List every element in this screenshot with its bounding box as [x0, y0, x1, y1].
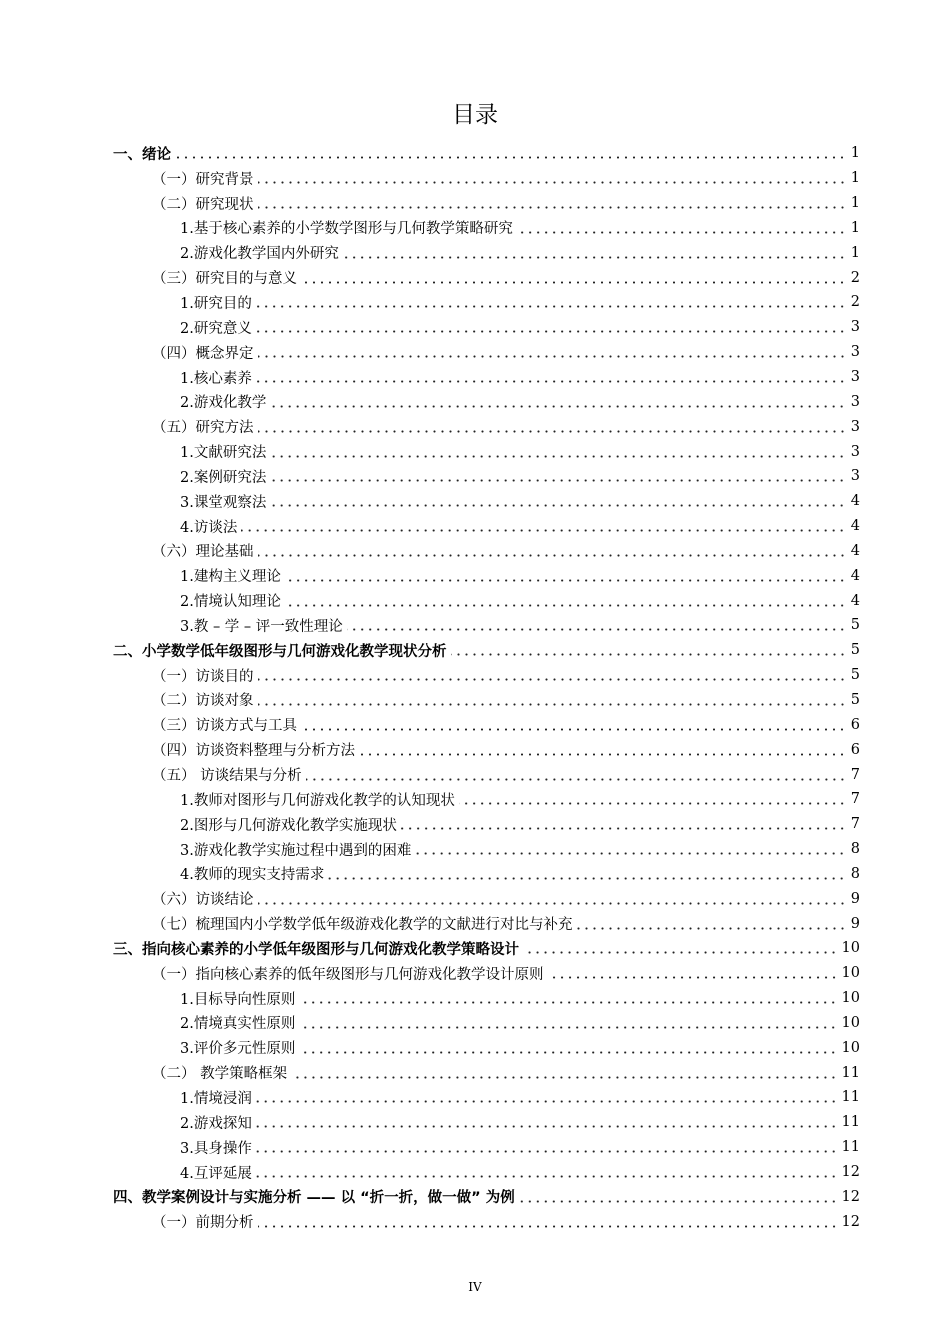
toc-entry-page: 10	[841, 1039, 860, 1056]
toc-entry-text: （五）研究方法	[152, 420, 254, 437]
toc-entry-text: 1.目标导向性原则	[180, 991, 296, 1008]
toc-entry[interactable]	[0, 489, 950, 514]
dot-leader	[256, 1175, 838, 1178]
dot-leader	[258, 1225, 838, 1228]
dot-leader	[299, 1026, 837, 1029]
dot-leader	[256, 1100, 838, 1103]
dot-leader	[299, 1001, 837, 1004]
toc-entry-page: 5	[850, 617, 860, 634]
toc-entry-page: 3	[850, 418, 860, 435]
toc-entry-text: （七）梳理国内小学数学低年级游戏化教学的文献进行对比与补充	[152, 917, 573, 934]
dot-leader	[256, 330, 846, 333]
toc-entry-page: 3	[850, 369, 860, 386]
toc-entry[interactable]	[0, 986, 950, 1011]
dot-leader	[258, 902, 847, 905]
toc-entry-page: 11	[841, 1139, 860, 1156]
toc-entry-page: 12	[841, 1188, 860, 1205]
toc-entry-page: 4	[850, 542, 860, 559]
toc-entry-page: 1	[850, 244, 860, 261]
toc-entry-text: 一、绪论	[113, 146, 171, 163]
toc-entry-text: 四、教学案例设计与实施分析 —— 以 “折一折，做一做” 为例	[113, 1190, 515, 1207]
dot-leader	[519, 1200, 838, 1203]
dot-leader	[256, 305, 846, 308]
toc-entry-page: 5	[850, 667, 860, 684]
toc-entry[interactable]	[0, 439, 950, 464]
toc-entry-page: 6	[850, 741, 860, 758]
toc-entry[interactable]	[0, 389, 950, 414]
dot-leader	[241, 529, 846, 532]
toc-entry-text: （三）研究目的与意义	[152, 271, 297, 288]
dot-leader	[285, 579, 846, 582]
toc-entry-text: （三）访谈方式与工具	[152, 718, 297, 735]
dot-leader	[258, 181, 847, 184]
dot-leader	[301, 728, 846, 731]
toc-entry[interactable]	[0, 737, 950, 762]
dot-leader	[258, 430, 847, 433]
page-number: IV	[468, 1280, 482, 1294]
toc-entry-page: 4	[850, 493, 860, 510]
toc-entry[interactable]	[0, 936, 950, 961]
toc-entry[interactable]	[0, 837, 950, 862]
toc-entry[interactable]	[0, 240, 950, 265]
toc-entry-text: （六）理论基础	[152, 544, 254, 561]
toc-entry[interactable]	[0, 365, 950, 390]
toc-entry-page: 7	[850, 791, 860, 808]
toc-entry-text: 3.评价多元性原则	[180, 1041, 296, 1058]
dot-leader	[256, 1125, 838, 1128]
toc-entry-page: 7	[850, 766, 860, 783]
toc-entry-text: 三、指向核心素养的小学低年级图形与几何游戏化教学策略设计	[113, 941, 519, 958]
toc-entry-text: （一）指向核心素养的低年级图形与几何游戏化教学设计原则	[152, 966, 544, 983]
dot-leader	[258, 703, 847, 706]
toc-entry[interactable]	[0, 265, 950, 290]
dot-leader	[306, 778, 846, 781]
toc-entry[interactable]	[0, 563, 950, 588]
dot-leader	[301, 281, 846, 284]
toc-entry-text: （五） 访谈结果与分析	[152, 768, 302, 785]
toc-entry-text: （二）研究现状	[152, 196, 254, 213]
toc-entry-page: 10	[841, 940, 860, 957]
dot-leader	[401, 827, 846, 830]
toc-entry-text: 2.研究意义	[180, 320, 252, 337]
dot-leader	[347, 628, 846, 631]
toc-entry-text: （一）前期分析	[152, 1215, 254, 1232]
toc-entry-text: 1.基于核心素养的小学数学图形与几何教学策略研究	[180, 221, 513, 238]
dot-leader	[517, 231, 846, 234]
dot-leader	[523, 951, 838, 954]
toc-entry-page: 10	[841, 965, 860, 982]
toc-entry-page: 10	[841, 1014, 860, 1031]
toc-entry-text: 3.游戏化教学实施过程中遇到的困难	[180, 842, 412, 859]
toc-entry[interactable]	[0, 762, 950, 787]
toc-entry-text: 1.研究目的	[180, 295, 252, 312]
toc-entry-page: 3	[850, 393, 860, 410]
toc-title: 目录	[452, 102, 498, 128]
toc-entry[interactable]	[0, 1060, 950, 1085]
dot-leader	[577, 927, 847, 930]
toc-entry[interactable]	[0, 1110, 950, 1135]
dot-leader	[451, 653, 847, 656]
toc-entry-page: 5	[850, 691, 860, 708]
toc-entry[interactable]	[0, 141, 950, 166]
toc-entry[interactable]	[0, 315, 950, 340]
toc-entry[interactable]	[0, 1085, 950, 1110]
toc-entry-text: 2.游戏探知	[180, 1115, 252, 1132]
toc-entry-page: 1	[850, 195, 860, 212]
toc-entry-text: 2.情境认知理论	[180, 594, 281, 611]
toc-entry-page: 4	[850, 592, 860, 609]
toc-entry[interactable]	[0, 1209, 950, 1234]
toc-entry[interactable]	[0, 166, 950, 191]
dot-leader	[258, 355, 847, 358]
toc-entry[interactable]	[0, 539, 950, 564]
toc-entry[interactable]	[0, 514, 950, 539]
toc-entry[interactable]	[0, 464, 950, 489]
toc-entry-text: 二、小学数学低年级图形与几何游戏化教学现状分析	[113, 643, 447, 660]
toc-entry-text: 2.案例研究法	[180, 469, 267, 486]
toc-entry-text: （一）访谈目的	[152, 668, 254, 685]
toc-entry[interactable]	[0, 663, 950, 688]
toc-entry-page: 7	[850, 816, 860, 833]
dot-leader	[291, 1076, 837, 1079]
dot-leader	[328, 877, 846, 880]
toc-entry-text: 1.建构主义理论	[180, 569, 281, 586]
toc-entry-page: 3	[850, 344, 860, 361]
toc-entry-page: 1	[850, 145, 860, 162]
toc-entry-page: 11	[841, 1114, 860, 1131]
toc-entry-page: 10	[841, 990, 860, 1007]
toc-entry[interactable]	[0, 688, 950, 713]
toc-entry-page: 4	[850, 567, 860, 584]
dot-leader	[270, 405, 846, 408]
dot-leader	[256, 380, 846, 383]
toc-entry-text: 4.教师的现实支持需求	[180, 867, 325, 884]
toc-entry-page: 11	[841, 1089, 860, 1106]
dot-leader	[343, 256, 846, 259]
toc-entry-text: 2.游戏化教学	[180, 395, 267, 412]
toc-entry[interactable]	[0, 812, 950, 837]
dot-leader	[270, 455, 846, 458]
toc-entry-page: 4	[850, 518, 860, 535]
toc-entry-page: 3	[850, 319, 860, 336]
toc-entry-page: 9	[850, 890, 860, 907]
toc-entry-text: （四）访谈资料整理与分析方法	[152, 743, 355, 760]
toc-entry-text: （四）概念界定	[152, 345, 254, 362]
toc-entry[interactable]	[0, 414, 950, 439]
toc-entry-text: 1.核心素养	[180, 370, 252, 387]
toc-entry[interactable]	[0, 1011, 950, 1036]
toc-entry-page: 8	[850, 841, 860, 858]
dot-leader	[359, 753, 846, 756]
toc-entry-text: 2.情境真实性原则	[180, 1016, 296, 1033]
toc-entry[interactable]	[0, 216, 950, 241]
toc-entry-text: 4.互评延展	[180, 1165, 252, 1182]
toc-entry-page: 3	[850, 468, 860, 485]
toc-entry[interactable]	[0, 588, 950, 613]
toc-entry[interactable]	[0, 1135, 950, 1160]
toc-entry[interactable]	[0, 290, 950, 315]
toc-entry-page: 5	[850, 642, 860, 659]
toc-entry-page: 9	[850, 915, 860, 932]
toc-entry[interactable]	[0, 886, 950, 911]
toc-entry-text: （二） 教学策略框架	[152, 1066, 288, 1083]
toc-entry-page: 1	[850, 170, 860, 187]
toc-entry-text: 2.游戏化教学国内外研究	[180, 246, 339, 263]
toc-entry[interactable]	[0, 638, 950, 663]
toc-entry-text: 3.教 – 学 – 评一致性理论	[180, 618, 343, 635]
toc-entry-text: （二）访谈对象	[152, 693, 254, 710]
toc-entry-page: 6	[850, 716, 860, 733]
toc-list	[0, 141, 950, 1234]
toc-entry-text: 3.课堂观察法	[180, 494, 267, 511]
toc-entry-page: 1	[850, 219, 860, 236]
toc-entry[interactable]	[0, 340, 950, 365]
dot-leader	[299, 1051, 837, 1054]
dot-leader	[270, 504, 846, 507]
toc-entry[interactable]	[0, 191, 950, 216]
toc-entry-text: 3.具身操作	[180, 1140, 252, 1157]
toc-entry-text: 4.访谈法	[180, 519, 238, 536]
toc-entry-page: 8	[850, 865, 860, 882]
dot-leader	[258, 678, 847, 681]
toc-entry[interactable]	[0, 911, 950, 936]
toc-entry-text: 1.情境浸润	[180, 1090, 252, 1107]
toc-entry[interactable]	[0, 787, 950, 812]
toc-entry[interactable]	[0, 861, 950, 886]
toc-entry[interactable]	[0, 1184, 950, 1209]
dot-leader	[270, 479, 846, 482]
toc-entry-page: 12	[841, 1213, 860, 1230]
toc-entry-page: 3	[850, 443, 860, 460]
toc-entry-page: 2	[850, 269, 860, 286]
toc-entry[interactable]	[0, 961, 950, 986]
toc-entry[interactable]	[0, 1035, 950, 1060]
dot-leader	[175, 156, 846, 159]
toc-entry[interactable]	[0, 712, 950, 737]
dot-leader	[258, 554, 847, 557]
toc-entry-text: 1.文献研究法	[180, 445, 267, 462]
toc-entry-text: 1.教师对图形与几何游戏化教学的认知现状	[180, 792, 455, 809]
dot-leader	[459, 802, 846, 805]
toc-entry-page: 12	[841, 1164, 860, 1181]
dot-leader	[415, 852, 846, 855]
toc-entry-page: 2	[850, 294, 860, 311]
toc-entry-text: （一）研究背景	[152, 171, 254, 188]
toc-entry-text: （六）访谈结论	[152, 892, 254, 909]
toc-entry-page: 11	[841, 1064, 860, 1081]
dot-leader	[548, 976, 838, 979]
toc-entry[interactable]	[0, 613, 950, 638]
dot-leader	[258, 206, 847, 209]
dot-leader	[256, 1150, 838, 1153]
toc-entry[interactable]	[0, 1160, 950, 1185]
dot-leader	[285, 604, 846, 607]
toc-entry-text: 2.图形与几何游戏化教学实施现状	[180, 817, 397, 834]
